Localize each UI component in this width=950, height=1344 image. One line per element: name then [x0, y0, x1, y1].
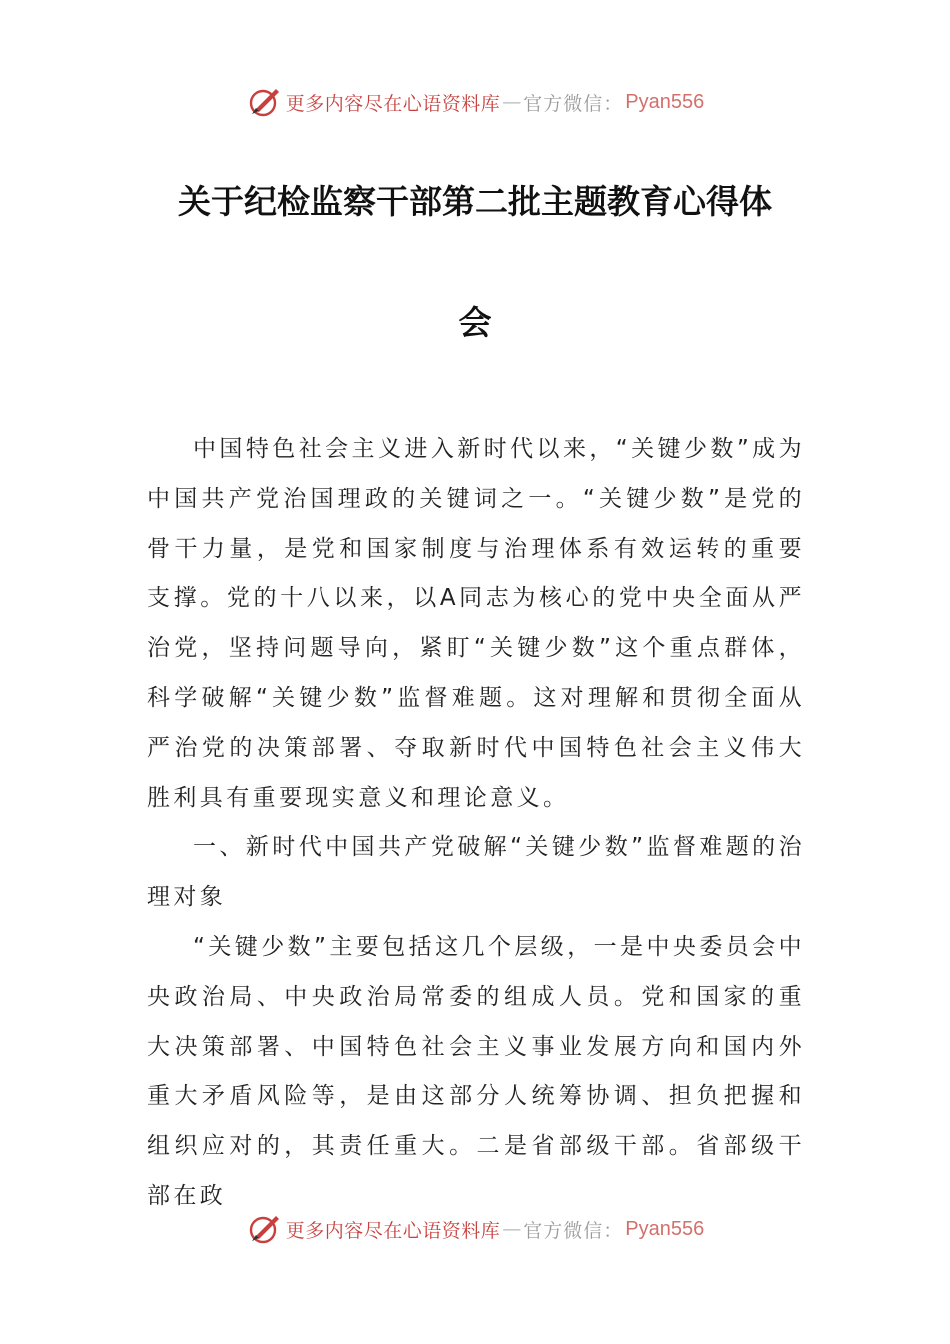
watermark-official-label: 官方微信： [523, 1219, 624, 1242]
watermark-dash: — [502, 1218, 522, 1240]
watermark-official-label: 官方微信： [523, 92, 624, 115]
watermark-banner-bottom [0, 1209, 950, 1249]
watermark-text: 更多内容尽在心语资料库 [285, 1219, 501, 1242]
section-heading: 一、新时代中国共产党破解“关键少数”监督难题的治理对象 [147, 834, 805, 911]
watermark-text: 更多内容尽在心语资料库 [285, 92, 501, 115]
watermark-wechat-id: Pyan556 [625, 1217, 705, 1240]
quill-logo-icon [246, 86, 282, 118]
body-paragraph: “关键少数”主要包括这几个层级，一是中央委员会中央政治局、中央政治局常委的组成人员。党和国家的重大决策部署、中国特色社会主义事业发展方向和国内外重大矛盾风险等，是由这部分人统筹协调、担负把握和组织应对的，其责任重大。二是省部级干部。省部级干部在政 [147, 933, 805, 1209]
document-body [147, 425, 805, 1222]
document-title-line-1: 关于纪检监察干部第二批主题教育心得体 [178, 182, 772, 221]
watermark-banner-top [0, 82, 950, 122]
watermark-wechat-id: Pyan556 [625, 90, 705, 113]
quill-logo-icon [246, 1213, 282, 1245]
document-title-line-2: 会 [458, 303, 492, 342]
watermark-dash: — [502, 91, 522, 113]
body-paragraph: 中国特色社会主义进入新时代以来，“关键少数”成为中国共产党治国理政的关键词之一。“关键少数”是党的骨干力量，是党和国家制度与治理体系有效运转的重要支撑。党的十八以来，以A同志为核心的党中央全面从严治党，坚持问题导向，紧盯“关键少数”这个重点群体，科学破解“关键少数”监督难题。这对理解和贯彻全面从严治党的决策部署、夺取新时代中国特色社会主义伟大胜利具有重要现实意义和理论意义。 [147, 436, 805, 811]
